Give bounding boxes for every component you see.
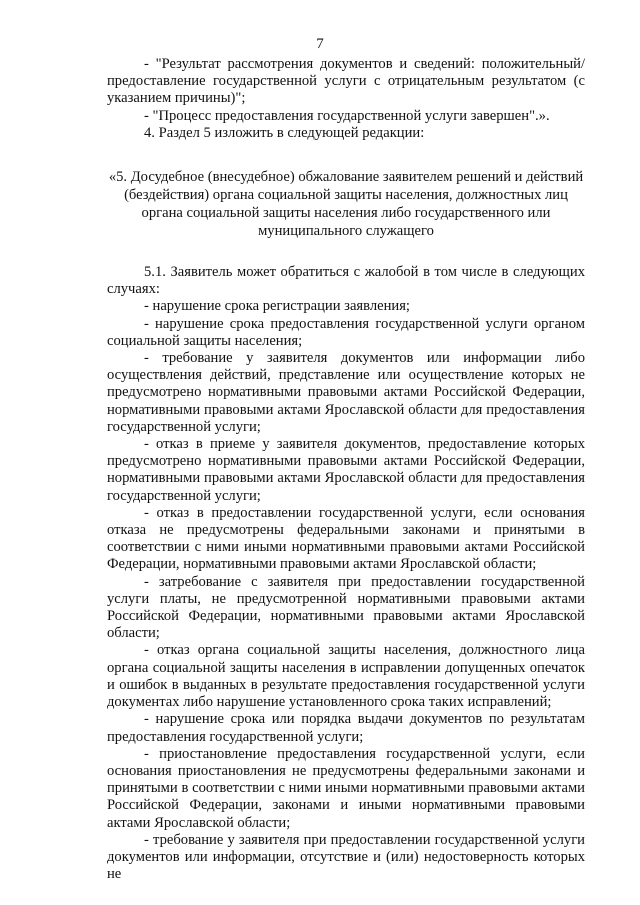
intro-paragraph-result: - "Результат рассмотрения документов и сведений: положительный/предоставление государственной услуги с отрицательным результатом (с указанием причины)"; — [107, 56, 585, 107]
list-item-issuance-violation: - нарушение срока или порядка выдачи документов по результатам предоставления государственной услуги; — [107, 711, 585, 745]
list-item-service-deadline: - нарушение срока предоставления государственной услуги органом социальной защиты населения; — [107, 315, 585, 349]
page-number: 7 — [316, 36, 324, 52]
paragraph-5-1: 5.1. Заявитель может обратиться с жалобой в том числе в следующих случаях: — [107, 264, 585, 298]
list-item-refusal-of-service: - отказ в предоставлении государственной услуги, если основания отказа не предусмотрены федеральными законами и принятыми в соответствии с ними иными нормативными правовыми актами Российской Федерации, нормативными правовыми актами Ярославской области; — [107, 504, 585, 573]
list-item-extra-documents-request: - требование у заявителя документов или информации либо осуществления действий, представление или осуществление которых не предусмотрено нормативными правовыми актами Российской Федерации, нормативными правовыми актами Ярославской области для предоставления государственной услуги; — [107, 350, 585, 435]
intro-paragraph-process: - "Процесс предоставления государственной услуги завершен".». — [144, 107, 550, 124]
list-item-suspension: - приостановление предоставления государственной услуги, если основания приостановления не предусмотрены федеральными законами и принятыми в соответствии с ними иными нормативными правовыми актами Российской Федерации, законами и иными нормативными правовыми актами Ярославской области; — [107, 745, 585, 831]
section-title: «5. Досудебное (внесудебное) обжалование заявителем решений и действий (бездействия) органа социальной защиты населения, должностных лиц органа социальной защиты населения либо государственного или муниципального служащего — [108, 169, 584, 240]
list-item-correction-refusal: - отказ органа социальной защиты населения, должностного лица органа социальной защиты населения в исправлении допущенных опечаток и ошибок в выданных в результате предоставления государственной услуги документах либо нарушение установленного срока таких исправлений; — [107, 642, 585, 711]
list-item-missing-documents-request: - требование у заявителя при предоставлении государственной услуги документов или информации, отсутствие и (или) недостоверность которых не — [107, 831, 585, 883]
list-item-fee-demand: - затребование с заявителя при предоставлении государственной услуги платы, не предусмотренной нормативными правовыми актами Российской Федерации, нормативными правовыми актами Ярославской области; — [107, 573, 585, 642]
intro-paragraph-section-change: 4. Раздел 5 изложить в следующей редакции: — [144, 124, 425, 141]
list-item-registration-deadline: - нарушение срока регистрации заявления; — [144, 298, 410, 315]
document-body — [107, 56, 585, 883]
list-item-refusal-to-accept: - отказ в приеме у заявителя документов, предоставление которых предусмотрено нормативными правовыми актами Российской Федерации, нормативными правовыми актами Ярославской области для предоставления государственной услуги; — [107, 436, 585, 504]
